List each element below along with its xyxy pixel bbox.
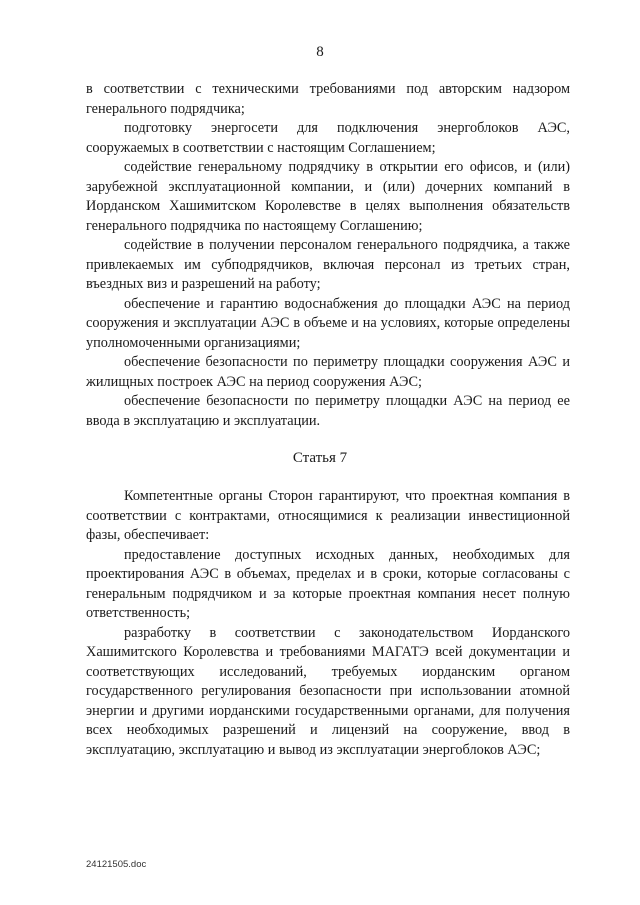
paragraph: содействие в получении персоналом генерального подрядчика, а также привлекаемых им субподрядчиков, включая персонал из третьих стран, въездных виз и разрешений на работу; [86,237,570,292]
paragraph: Компетентные органы Сторон гарантируют, что проектная компания в соответствии с контрактами, относящимися к реализации инвестиционной фазы, обеспечивает: [86,488,570,543]
paragraph: обеспечение безопасности по периметру площадки АЭС на период ее ввода в эксплуатацию и эксплуатации. [86,393,570,429]
paragraph: обеспечение безопасности по периметру площадки сооружения АЭС и жилищных построек АЭС на период сооружения АЭС; [86,354,570,390]
article-heading: Статья 7 [292,450,348,466]
paragraph: содействие генеральному подрядчику в открытии его офисов, и (или) зарубежной эксплуатационной компании, и (или) дочерних компаний в Иорданском Хашимитском Королевстве в целях выполнения обязательств генерального подрядчика по настоящему Соглашению; [86,159,570,234]
paragraph: разработку в соответствии с законодательством Иорданского Хашимитского Королевства и требованиями МАГАТЭ всей документации и соответствующих исследований, требуемых иорданским органом государственного регулирования безопасности при использовании атомной энергии и другими иорданскими государственными органами, для получения всех необходимых разрешений и лицензий на сооружение, ввод в эксплуатацию, эксплуатацию и вывод из эксплуатации энергоблоков АЭС; [86,624,570,758]
paragraph: обеспечение и гарантию водоснабжения до площадки АЭС на период сооружения и эксплуатации АЭС в объеме и на условиях, которые определены уполномоченными организациями; [86,295,570,351]
article-7-body [86,487,570,760]
paragraph: предоставление доступных исходных данных, необходимых для проектирования АЭС в объемах, пределах и в сроки, которые согласованы с генеральным подрядчиком и за которые проектная компания несет полную ответственность; [86,546,570,621]
document-filename: 24121505.doc [86,859,147,870]
page-number: 8 [316,44,324,60]
paragraph: в соответствии с техническими требованиями под авторским надзором генерального подрядчика; [86,81,570,117]
obligations-list [86,80,570,431]
paragraph: подготовку энергосети для подключения энергоблоков АЭС, сооружаемых в соответствии с настоящим Соглашением; [86,120,570,156]
